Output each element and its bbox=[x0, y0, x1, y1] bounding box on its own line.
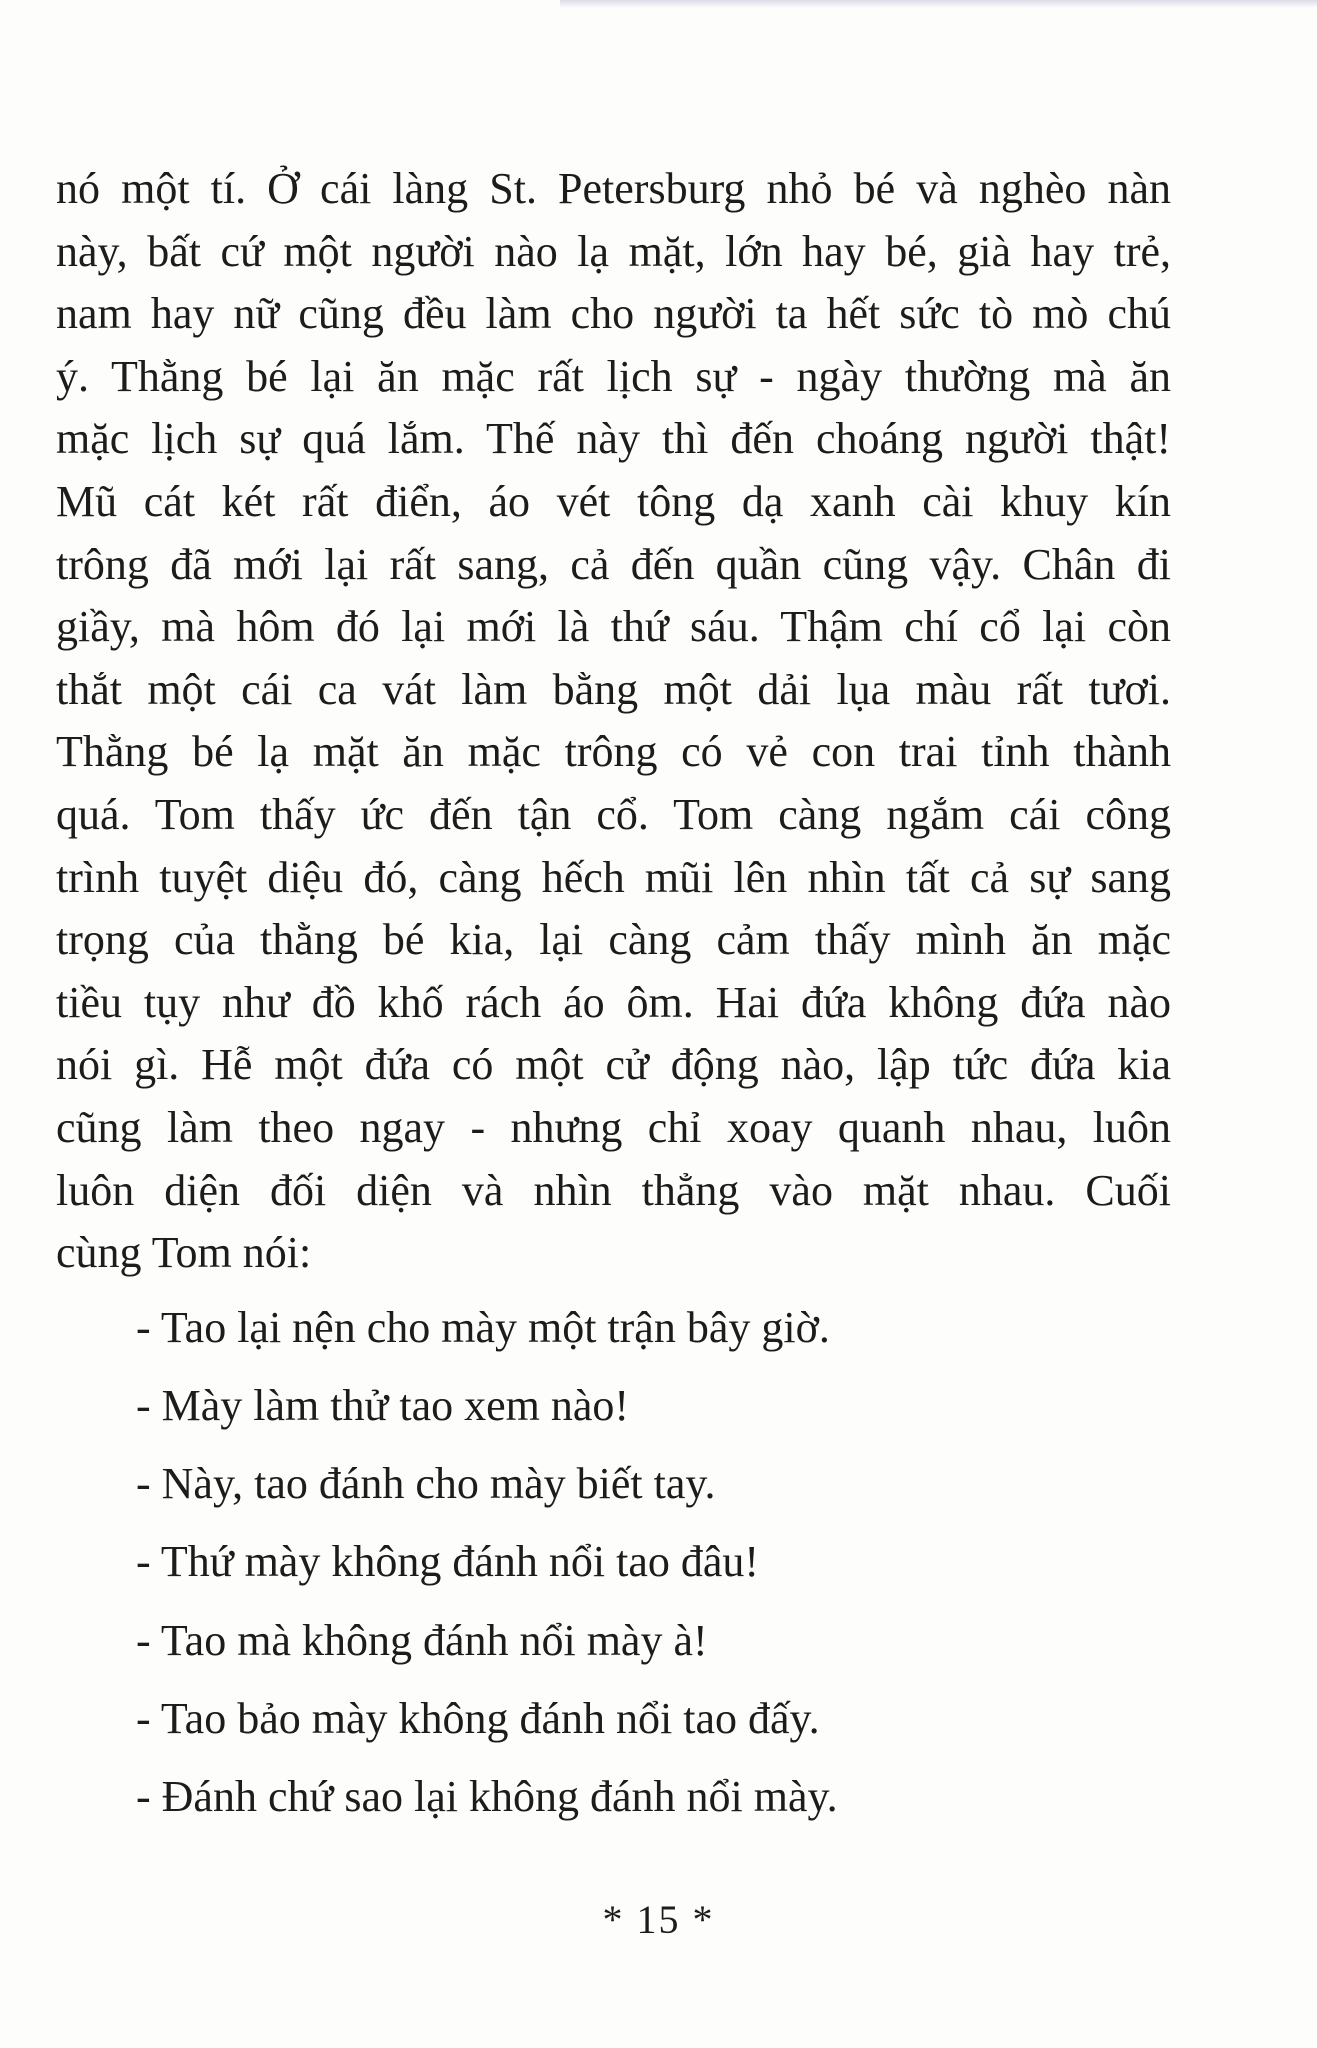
text-line: cũng làm theo ngay - nhưng chỉ xoay quanh nhau, luôn bbox=[56, 1102, 1171, 1152]
dialogue-line: - Thứ mày không đánh nổi tao đâu! bbox=[136, 1537, 760, 1587]
text-line: nói gì. Hễ một đứa có một cử động nào, lập tức đứa kia bbox=[56, 1040, 1171, 1090]
body-paragraph bbox=[56, 158, 1171, 1285]
text-line: quá. Tom thấy ức đến tận cổ. Tom càng ngắm cái công bbox=[56, 789, 1171, 839]
dialogue-line: - Đánh chứ sao lại không đánh nổi mày. bbox=[136, 1771, 838, 1821]
text-line: Thằng bé lạ mặt ăn mặc trông có vẻ con trai tỉnh thành bbox=[56, 727, 1171, 777]
text-line: tiều tụy như đồ khố rách áo ôm. Hai đứa không đứa nào bbox=[56, 977, 1171, 1027]
page-number: * 15 * bbox=[602, 1897, 715, 1942]
dialogue-line: - Mày làm thử tao xem nào! bbox=[136, 1380, 630, 1430]
dialogue-block bbox=[56, 1289, 1171, 1836]
text-line: mặc lịch sự quá lắm. Thế này thì đến choáng người thật! bbox=[56, 414, 1171, 464]
text-line: nó một tí. Ở cái làng St. Petersburg nhỏ bé và nghèo nàn bbox=[56, 164, 1171, 213]
text-line: Mũ cát két rất điển, áo vét tông dạ xanh cài khuy kín bbox=[56, 476, 1171, 526]
text-line: thắt một cái ca vát làm bằng một dải lụa màu rất tươi. bbox=[56, 664, 1171, 714]
dialogue-line: - Tao bảo mày không đánh nổi tao đấy. bbox=[136, 1693, 820, 1743]
text-line: trọng của thằng bé kia, lại càng cảm thấy mình ăn mặc bbox=[56, 915, 1171, 965]
dialogue-line: - Tao lại nện cho mày một trận bây giờ. bbox=[136, 1302, 830, 1352]
book-page bbox=[56, 158, 1171, 1836]
text-line: cùng Tom nói: bbox=[56, 1228, 312, 1278]
text-line: trình tuyệt diệu đó, càng hếch mũi lên nhìn tất cả sự sang bbox=[56, 852, 1171, 902]
text-line: giầy, mà hôm đó lại mới là thứ sáu. Thậm chí cổ lại còn bbox=[56, 602, 1171, 652]
dialogue-line: - Tao mà không đánh nổi mày à! bbox=[136, 1615, 708, 1665]
text-line: trông đã mới lại rất sang, cả đến quần cũng vậy. Chân đi bbox=[56, 539, 1171, 589]
dialogue-line: - Này, tao đánh cho mày biết tay. bbox=[136, 1459, 716, 1509]
text-line: luôn diện đối diện và nhìn thẳng vào mặt nhau. Cuối bbox=[56, 1165, 1171, 1215]
text-line: này, bất cứ một người nào lạ mặt, lớn hay bé, già hay trẻ, bbox=[56, 226, 1171, 276]
text-line: ý. Thằng bé lại ăn mặc rất lịch sự - ngày thường mà ăn bbox=[56, 351, 1171, 401]
scan-top-edge bbox=[560, 0, 1317, 8]
text-line: nam hay nữ cũng đều làm cho người ta hết sức tò mò chú bbox=[56, 289, 1171, 339]
